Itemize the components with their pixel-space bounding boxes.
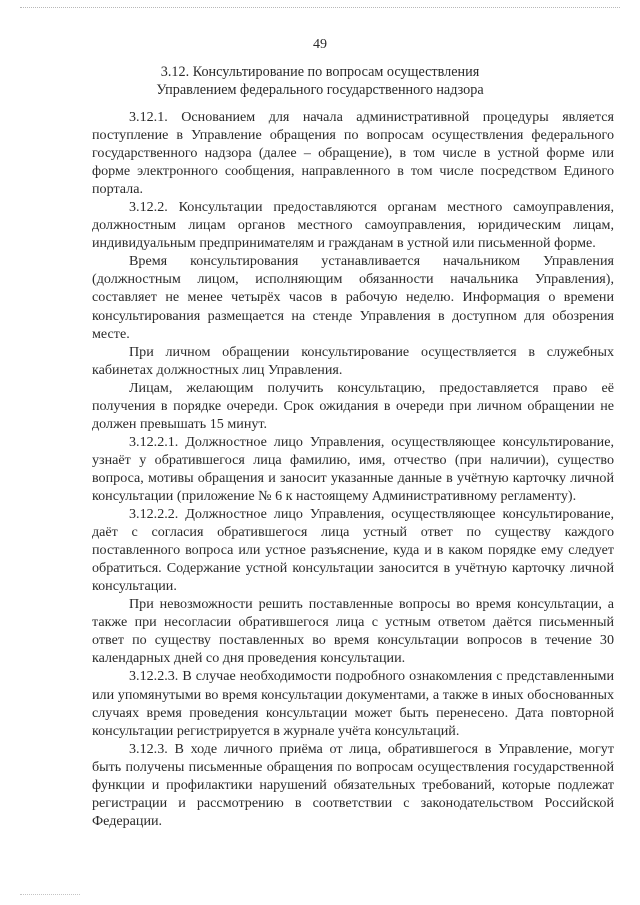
scan-edge-top (20, 7, 620, 9)
body-text (92, 108, 614, 830)
scan-edge-bottom (20, 894, 80, 896)
section-heading-line-1: 3.12. Консультирование по вопросам осуществления (160, 64, 480, 80)
paragraph-3-12-3: 3.12.3. В ходе личного приёма от лица, обратившегося в Управление, могут быть получены письменные обращения по вопросам осуществления государственной функции и профилактики нарушений обязательных требований, которые подлежат регистрации и рассмотрению в соответствии с законодательством Российской Федерации. (92, 740, 614, 829)
section-heading-line-2: Управлением федерального государственного надзора (156, 82, 484, 98)
paragraph-3-12-1: 3.12.1. Основанием для начала административной процедуры является поступление в Управление обращения по вопросам осуществления федерального государственного надзора (далее – обращение), в том числе в устной форме или форме электронного сообщения, направленного в том числе посредством Единого портала. (92, 109, 614, 198)
paragraph-queue: Лицам, желающим получить консультацию, предоставляется право её получения в порядке очереди. Срок ожидания в очереди при личном обращении не должен превышать 15 минут. (92, 379, 614, 432)
paragraph-3-12-2-3: 3.12.2.3. В случае необходимости подробного ознакомления с представленными или упомянутыми во время консультации документами, а также в иных обоснованных случаях время проведения консультации может быть перенесено. Дата повторной консультации регистрируется в журнале учёта консультаций. (92, 668, 614, 739)
section-heading (60, 63, 580, 99)
paragraph-3-12-2-1: 3.12.2.1. Должностное лицо Управления, осуществляющее консультирование, узнаёт у обратившегося лица фамилию, имя, отчество (при наличии), существо вопроса, мотивы обращения и заносит указанные данные в учётную карточку личной консультации (приложение № 6 к настоящему Административному регламенту). (92, 433, 614, 504)
paragraph-consultation-time: Время консультирования устанавливается начальником Управления (должностным лицом, исполняющим обязанности начальника Управления), составляет не менее четырёх часов в рабочую неделю. Информация о времени консультирования размещается на стенде Управления в доступном для обозрения месте. (92, 253, 614, 342)
paragraph-written-answer: При невозможности решить поставленные вопросы во время консультации, а также при несогласии обратившегося лица с устным ответом даётся письменный ответ по существу поставленных во время консультации вопросов в течение 30 календарных дней со дня проведения консультации. (92, 596, 614, 667)
page-number: 49 (313, 37, 327, 52)
paragraph-3-12-2: 3.12.2. Консультации предоставляются органам местного самоуправления, должностным лицам органов местного самоуправления, юридическим лицам, индивидуальным предпринимателям и гражданам в устной или письменной форме. (92, 199, 614, 252)
paragraph-personal-visit: При личном обращении консультирование осуществляется в служебных кабинетах должностных лиц Управления. (92, 343, 614, 378)
paragraph-3-12-2-2: 3.12.2.2. Должностное лицо Управления, осуществляющее консультирование, даёт с согласия обратившегося лица устный ответ по существу каждого поставленного вопроса или устное разъяснение, куда и в каком порядке ему следует обратиться. Содержание устной консультации заносится в учётную карточку личной консультации. (92, 506, 614, 595)
